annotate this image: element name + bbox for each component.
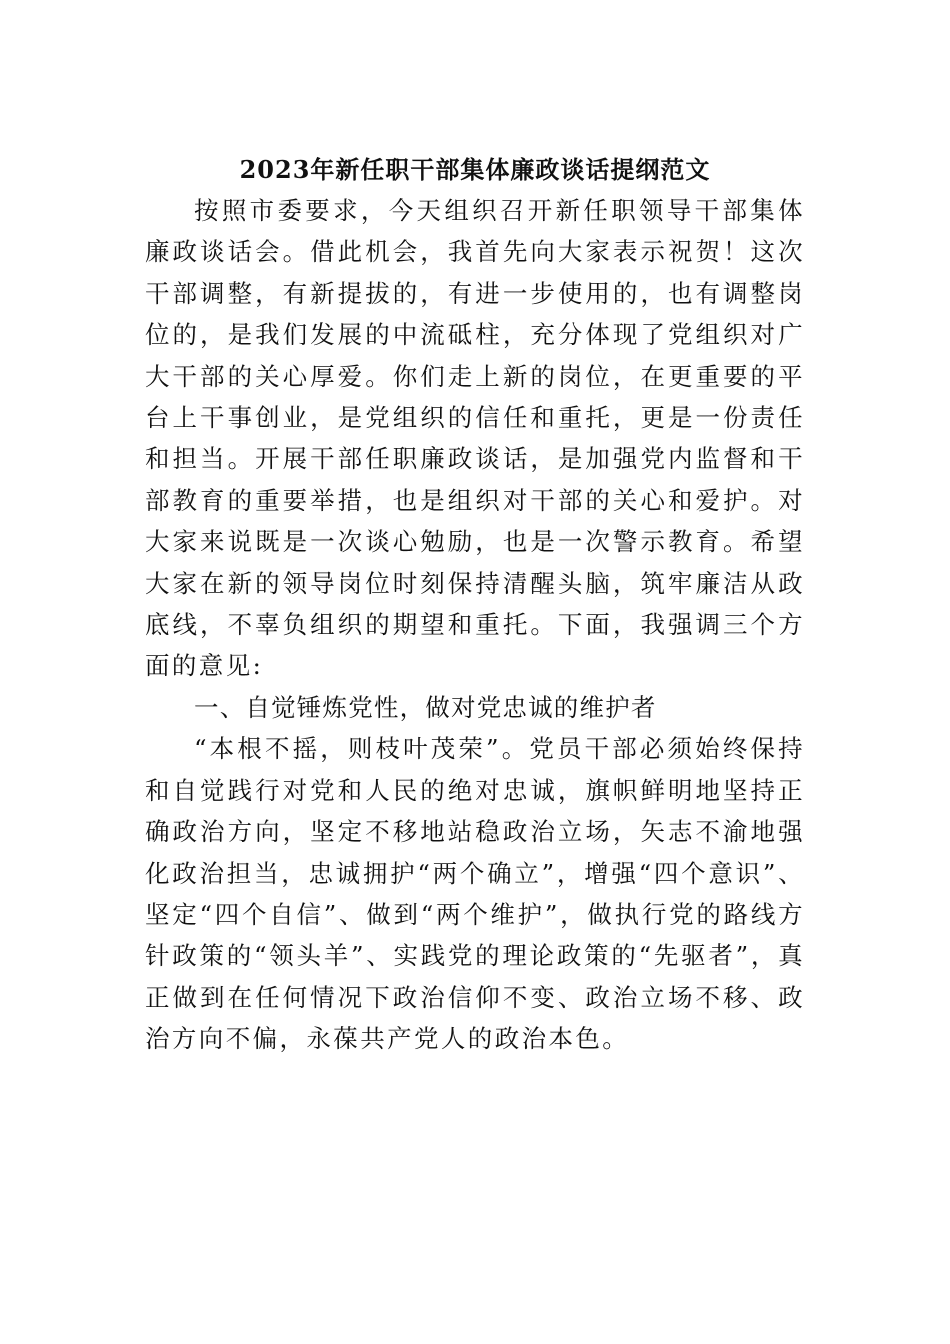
document-body bbox=[145, 190, 805, 1060]
section-heading-1: 一、自觉锤炼党性，做对党忠诚的维护者 bbox=[194, 692, 657, 722]
intro-paragraph: 按照市委要求，今天组织召开新任职领导干部集体廉政谈话会。借此机会，我首先向大家表示祝贺！这次干部调整，有新提拔的，有进一步使用的，也有调整岗位的，是我们发展的中流砥柱，充分体现了党组织对广大干部的关心厚爱。你们走上新的岗位，在更重要的平台上干事创业，是党组织的信任和重托，更是一份责任和担当。开展干部任职廉政谈话，是加强党内监督和干部教育的重要举措，也是组织对干部的关心和爱护。对大家来说既是一次谈心勉励，也是一次警示教育。希望大家在新的领导岗位时刻保持清醒头脑，筑牢廉洁从政底线，不辜负组织的期望和重托。下面，我强调三个方面的意见: bbox=[145, 196, 805, 681]
document-title: 2023年新任职干部集体廉政谈话提纲范文 bbox=[239, 155, 711, 184]
section-1-paragraph: “本根不摇，则枝叶茂荣”。党员干部必须始终保持和自觉践行对党和人民的绝对忠诚，旗帜鲜明地坚持正确政治方向，坚定不移地站稳政治立场，矢志不渝地强化政治担当，忠诚拥护“两个确立”，增强“四个意识”、坚定“四个自信”、做到“两个维护”，做执行党的路线方针政策的“领头羊”、实践党的理论政策的“先驱者”，真正做到在任何情况下政治信仰不变、政治立场不移、政治方向不偏，永葆共产党人的政治本色。 bbox=[145, 734, 805, 1054]
